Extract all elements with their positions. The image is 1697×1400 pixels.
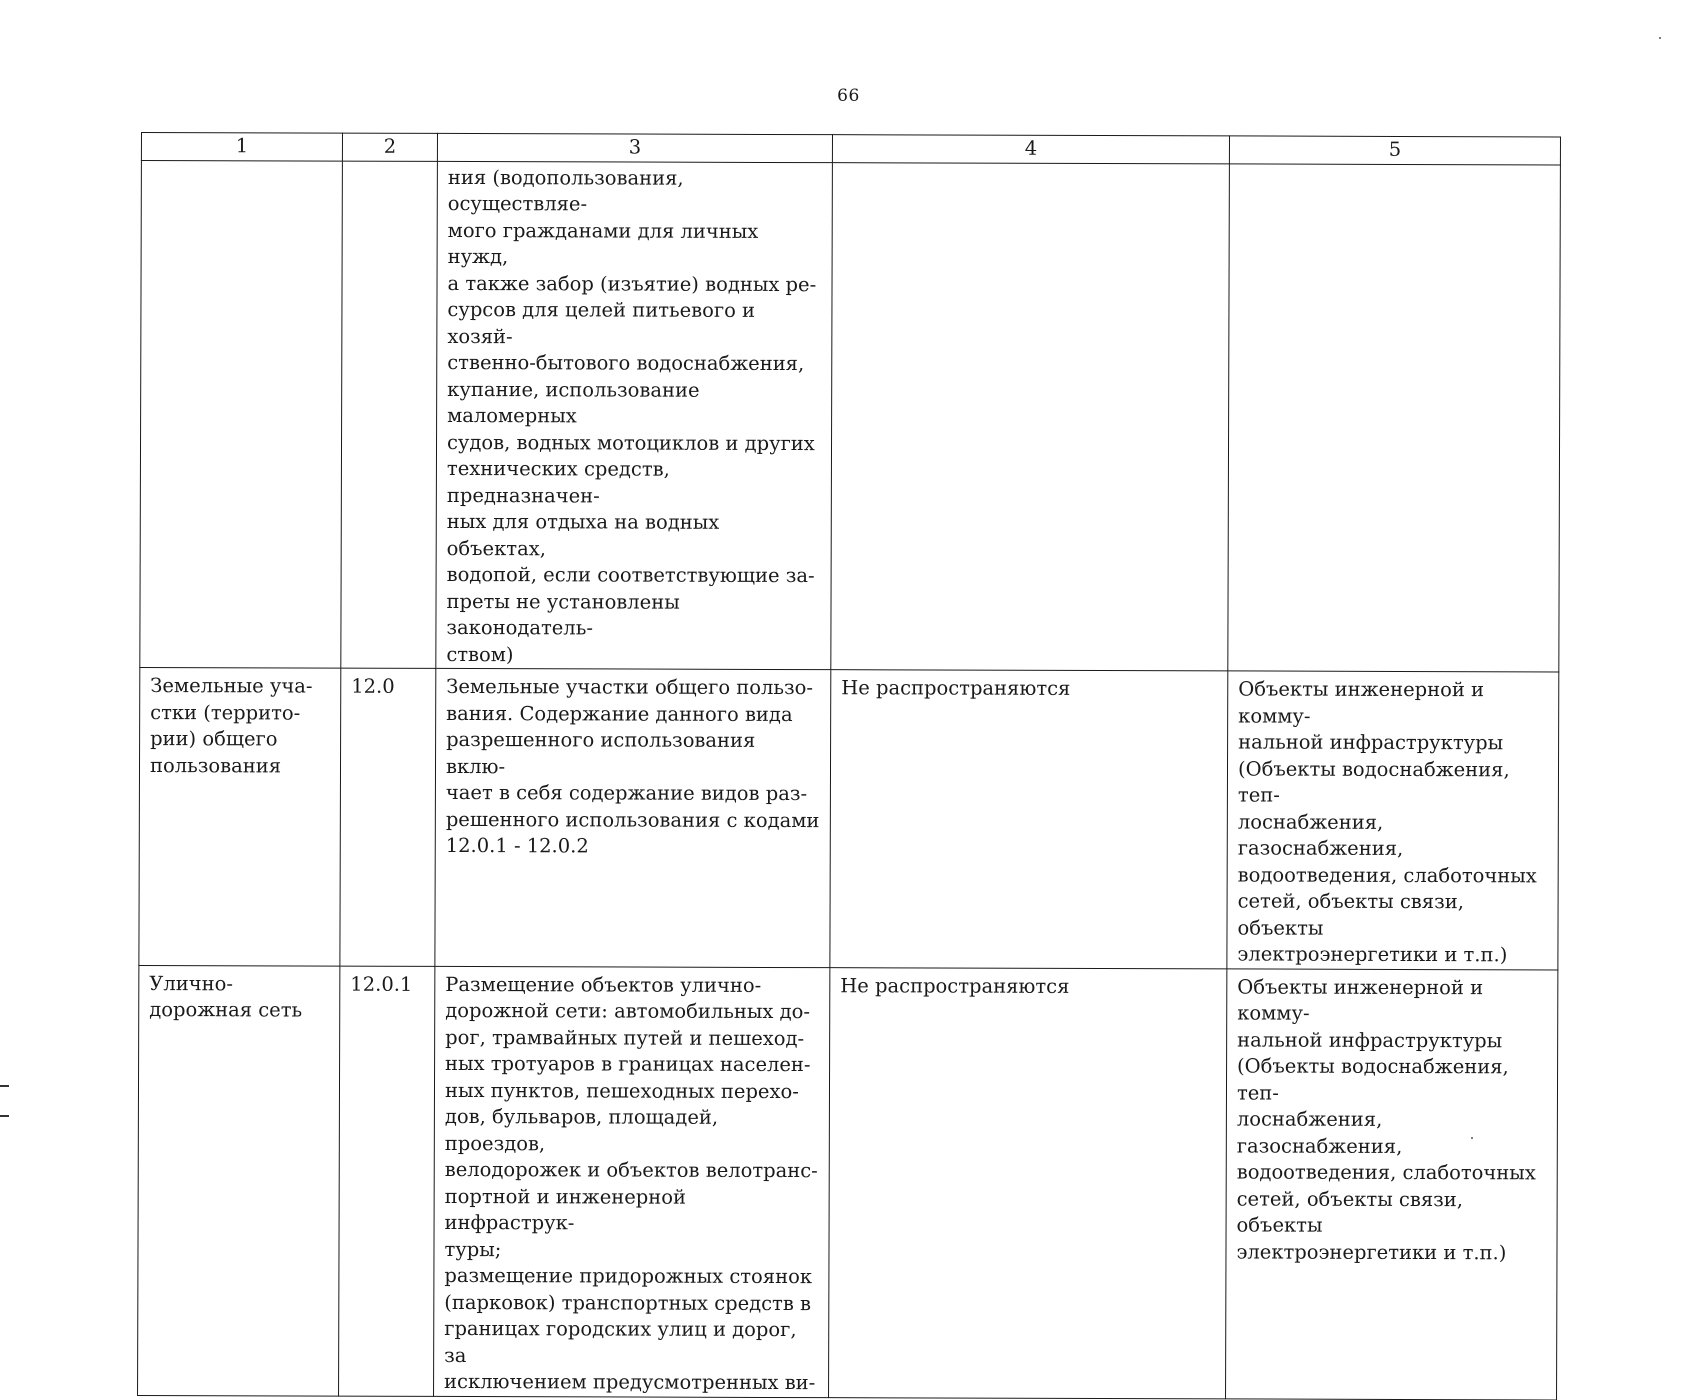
table-header-row <box>141 133 1560 165</box>
scan-edge-mark <box>0 1085 9 1087</box>
use-params-cell <box>830 670 1228 969</box>
use-description-cell <box>436 161 833 670</box>
use-params-cell <box>829 967 1227 1398</box>
column-header-5: 5 <box>1229 136 1560 165</box>
use-code-text: 12.0 <box>351 674 425 701</box>
use-name-cell <box>140 160 343 668</box>
aux-uses-text <box>1240 167 1550 168</box>
column-header-3: 3 <box>437 133 832 162</box>
use-description-text: Размещение объектов улично- дорожной сети: автомобильных до- рог, трамвайных путей и пешеход- ных тротуаров в границах населен- ных пунктов, пешеходных перехо- дов, бульваров, площадей, проездов, велодорожек и объектов велотранс- портной и инженерной инфраструк- туры; размещение придорожных стоянок (парковок) транспортных средств в границах городских улиц и дорог, за исключением предусмотренных ви- <box>444 971 819 1396</box>
aux-uses-cell <box>1226 968 1558 1399</box>
scan-speck <box>1659 37 1661 39</box>
use-params-cell <box>831 162 1230 671</box>
table-row <box>140 160 1561 672</box>
use-name-text: Земельные уча- стки (террито- рии) общего пользования <box>150 673 330 780</box>
aux-uses-text: Объекты инженерной и комму- нальной инфраструктуры (Объекты водоснабжения, теп- лоснабжения, газоснабжения, водоотведения, слаботочных сетей, объекты связи, объекты электроэнергетики и т.п.) <box>1236 974 1547 1266</box>
use-description-text: ния (водопользования, осуществляе- мого гражданами для личных нужд, а также забор (изъятие) водных ре- сурсов для целей питьевого и хозяй- ственно-бытового водоснабжения, купание, использование маломерных судов, водных мотоциклов и других технических средств, предназначен- ных для отдыха на водных объектах, водопой, если соответствующие за- преты не установлены законодатель- ством) <box>446 164 822 669</box>
use-params-text <box>843 166 1219 167</box>
use-code-cell <box>339 966 435 1396</box>
use-code-cell <box>340 668 436 966</box>
use-description-text: Земельные участки общего пользо- вания. Содержание данного вида разрешенного использования вклю- чает в себя содержание видов раз- решенного использования с кодами 12.0.1 - 12.0.2 <box>446 674 821 861</box>
column-header-2: 2 <box>342 133 437 161</box>
table-row <box>139 667 1559 969</box>
use-params-text: Не распространяются <box>841 675 1217 703</box>
use-description-cell <box>434 966 830 1397</box>
aux-uses-cell <box>1228 163 1561 672</box>
scan-edge-mark <box>0 1115 9 1117</box>
use-name-text <box>152 164 332 165</box>
column-header-1: 1 <box>141 133 342 161</box>
use-params-text: Не распространяются <box>840 973 1216 1001</box>
scan-speck <box>1471 1137 1473 1139</box>
table-row <box>138 965 1558 1399</box>
use-name-text: Улично- дорожная сеть <box>149 971 329 1025</box>
aux-uses-cell <box>1227 671 1559 970</box>
use-name-cell <box>139 667 341 965</box>
use-description-cell <box>435 668 831 967</box>
page-number: 66 <box>0 86 1697 106</box>
use-code-cell <box>341 161 438 669</box>
use-name-cell <box>138 965 340 1396</box>
column-header-4: 4 <box>832 135 1229 164</box>
use-code-text: 12.0.1 <box>350 971 424 998</box>
aux-uses-text: Объекты инженерной и комму- нальной инфраструктуры (Объекты водоснабжения, теп- лоснабжения, газоснабжения, водоотведения, слаботочных сетей, объекты связи, объекты электроэнергетики и т.п.) <box>1237 676 1548 968</box>
land-use-table <box>137 132 1561 1400</box>
